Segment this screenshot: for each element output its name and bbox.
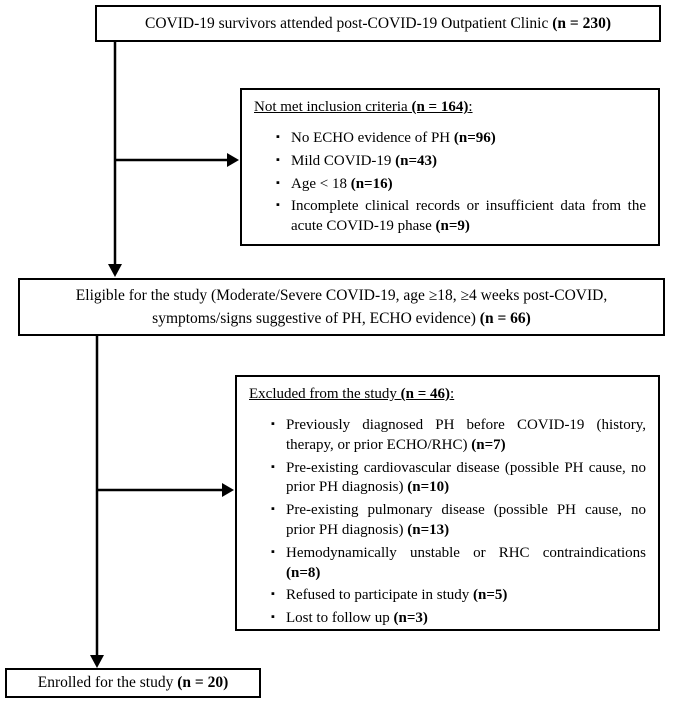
enrolled-n: (n = 20) xyxy=(177,674,229,691)
item-text: Pre-existing cardiovascular disease (possible PH cause, no prior PH diagnosis) xyxy=(286,459,646,496)
excluded-heading-colon: : xyxy=(450,386,455,402)
eligible-box xyxy=(18,278,665,336)
item-n: (n=43) xyxy=(395,152,438,169)
not-met-heading-colon: : xyxy=(468,99,473,115)
excluded-heading-n: (n = 46) xyxy=(400,386,451,402)
eligible-n: (n = 66) xyxy=(479,310,531,327)
item-n: (n=7) xyxy=(471,436,506,453)
item-text: Age < 18 xyxy=(291,175,351,192)
arrowhead-down-icon xyxy=(108,264,122,277)
eligible-line2: symptoms/signs suggestive of PH, ECHO evidence) xyxy=(152,310,480,327)
item-n: (n=16) xyxy=(350,175,393,192)
list-item xyxy=(276,129,646,149)
top-box-survivors xyxy=(95,5,661,42)
item-n: (n=8) xyxy=(286,564,321,581)
item-text: Hemodynamically unstable or RHC contraindications xyxy=(286,544,646,561)
arrowhead-down-icon xyxy=(90,655,104,668)
excluded-box xyxy=(235,375,660,631)
eligible-box-text xyxy=(76,284,607,331)
not-met-heading-text: Not met inclusion criteria xyxy=(254,99,412,115)
not-met-heading-n: (n = 164) xyxy=(411,99,469,115)
item-text: Previously diagnosed PH before COVID-19 (history, therapy, or prior ECHO/RHC) xyxy=(286,417,646,453)
list-item xyxy=(276,197,646,237)
item-text: Mild COVID-19 xyxy=(291,152,396,169)
item-n: (n=13) xyxy=(407,521,450,538)
list-item xyxy=(271,459,646,499)
list-item xyxy=(271,586,646,606)
item-n: (n=9) xyxy=(435,218,470,235)
top-box-label: COVID-19 survivors attended post-COVID-19 Outpatient Clinic xyxy=(144,14,553,32)
item-n: (n=5) xyxy=(473,587,508,604)
top-box-text xyxy=(145,15,611,33)
list-item xyxy=(271,501,646,541)
list-item xyxy=(276,175,646,195)
top-box-n: (n = 230) xyxy=(552,14,612,32)
list-item xyxy=(271,609,646,629)
item-text: No ECHO evidence of PH xyxy=(291,130,454,146)
eligible-line1: Eligible for the study (Moderate/Severe COVID-19, age ≥18, ≥4 weeks post-COVID, xyxy=(75,286,608,304)
item-n: (n=96) xyxy=(453,130,496,146)
list-item xyxy=(276,152,646,172)
not-met-heading xyxy=(254,99,646,116)
item-text: Incomplete clinical records or insufficient data from the acute COVID-19 phase xyxy=(291,198,646,235)
item-text: Lost to follow up xyxy=(286,610,394,627)
enrolled-box-text xyxy=(38,674,229,692)
item-text: Pre-existing pulmonary disease (possible PH cause, no prior PH diagnosis) xyxy=(286,502,646,538)
excluded-list xyxy=(249,416,646,629)
enrolled-box xyxy=(5,668,261,698)
excluded-heading xyxy=(249,386,646,403)
excluded-heading-text: Excluded from the study xyxy=(249,386,401,402)
enrolled-label: Enrolled for the study xyxy=(37,674,178,691)
list-item xyxy=(271,544,646,584)
not-met-list xyxy=(254,129,646,237)
item-n: (n=3) xyxy=(393,610,428,627)
item-text: Refused to participate in study xyxy=(286,587,474,604)
list-item xyxy=(271,416,646,456)
arrowhead-right-icon xyxy=(227,153,239,167)
item-n: (n=10) xyxy=(407,479,450,496)
not-met-criteria-box xyxy=(240,88,660,246)
arrowhead-right-icon xyxy=(222,483,234,497)
